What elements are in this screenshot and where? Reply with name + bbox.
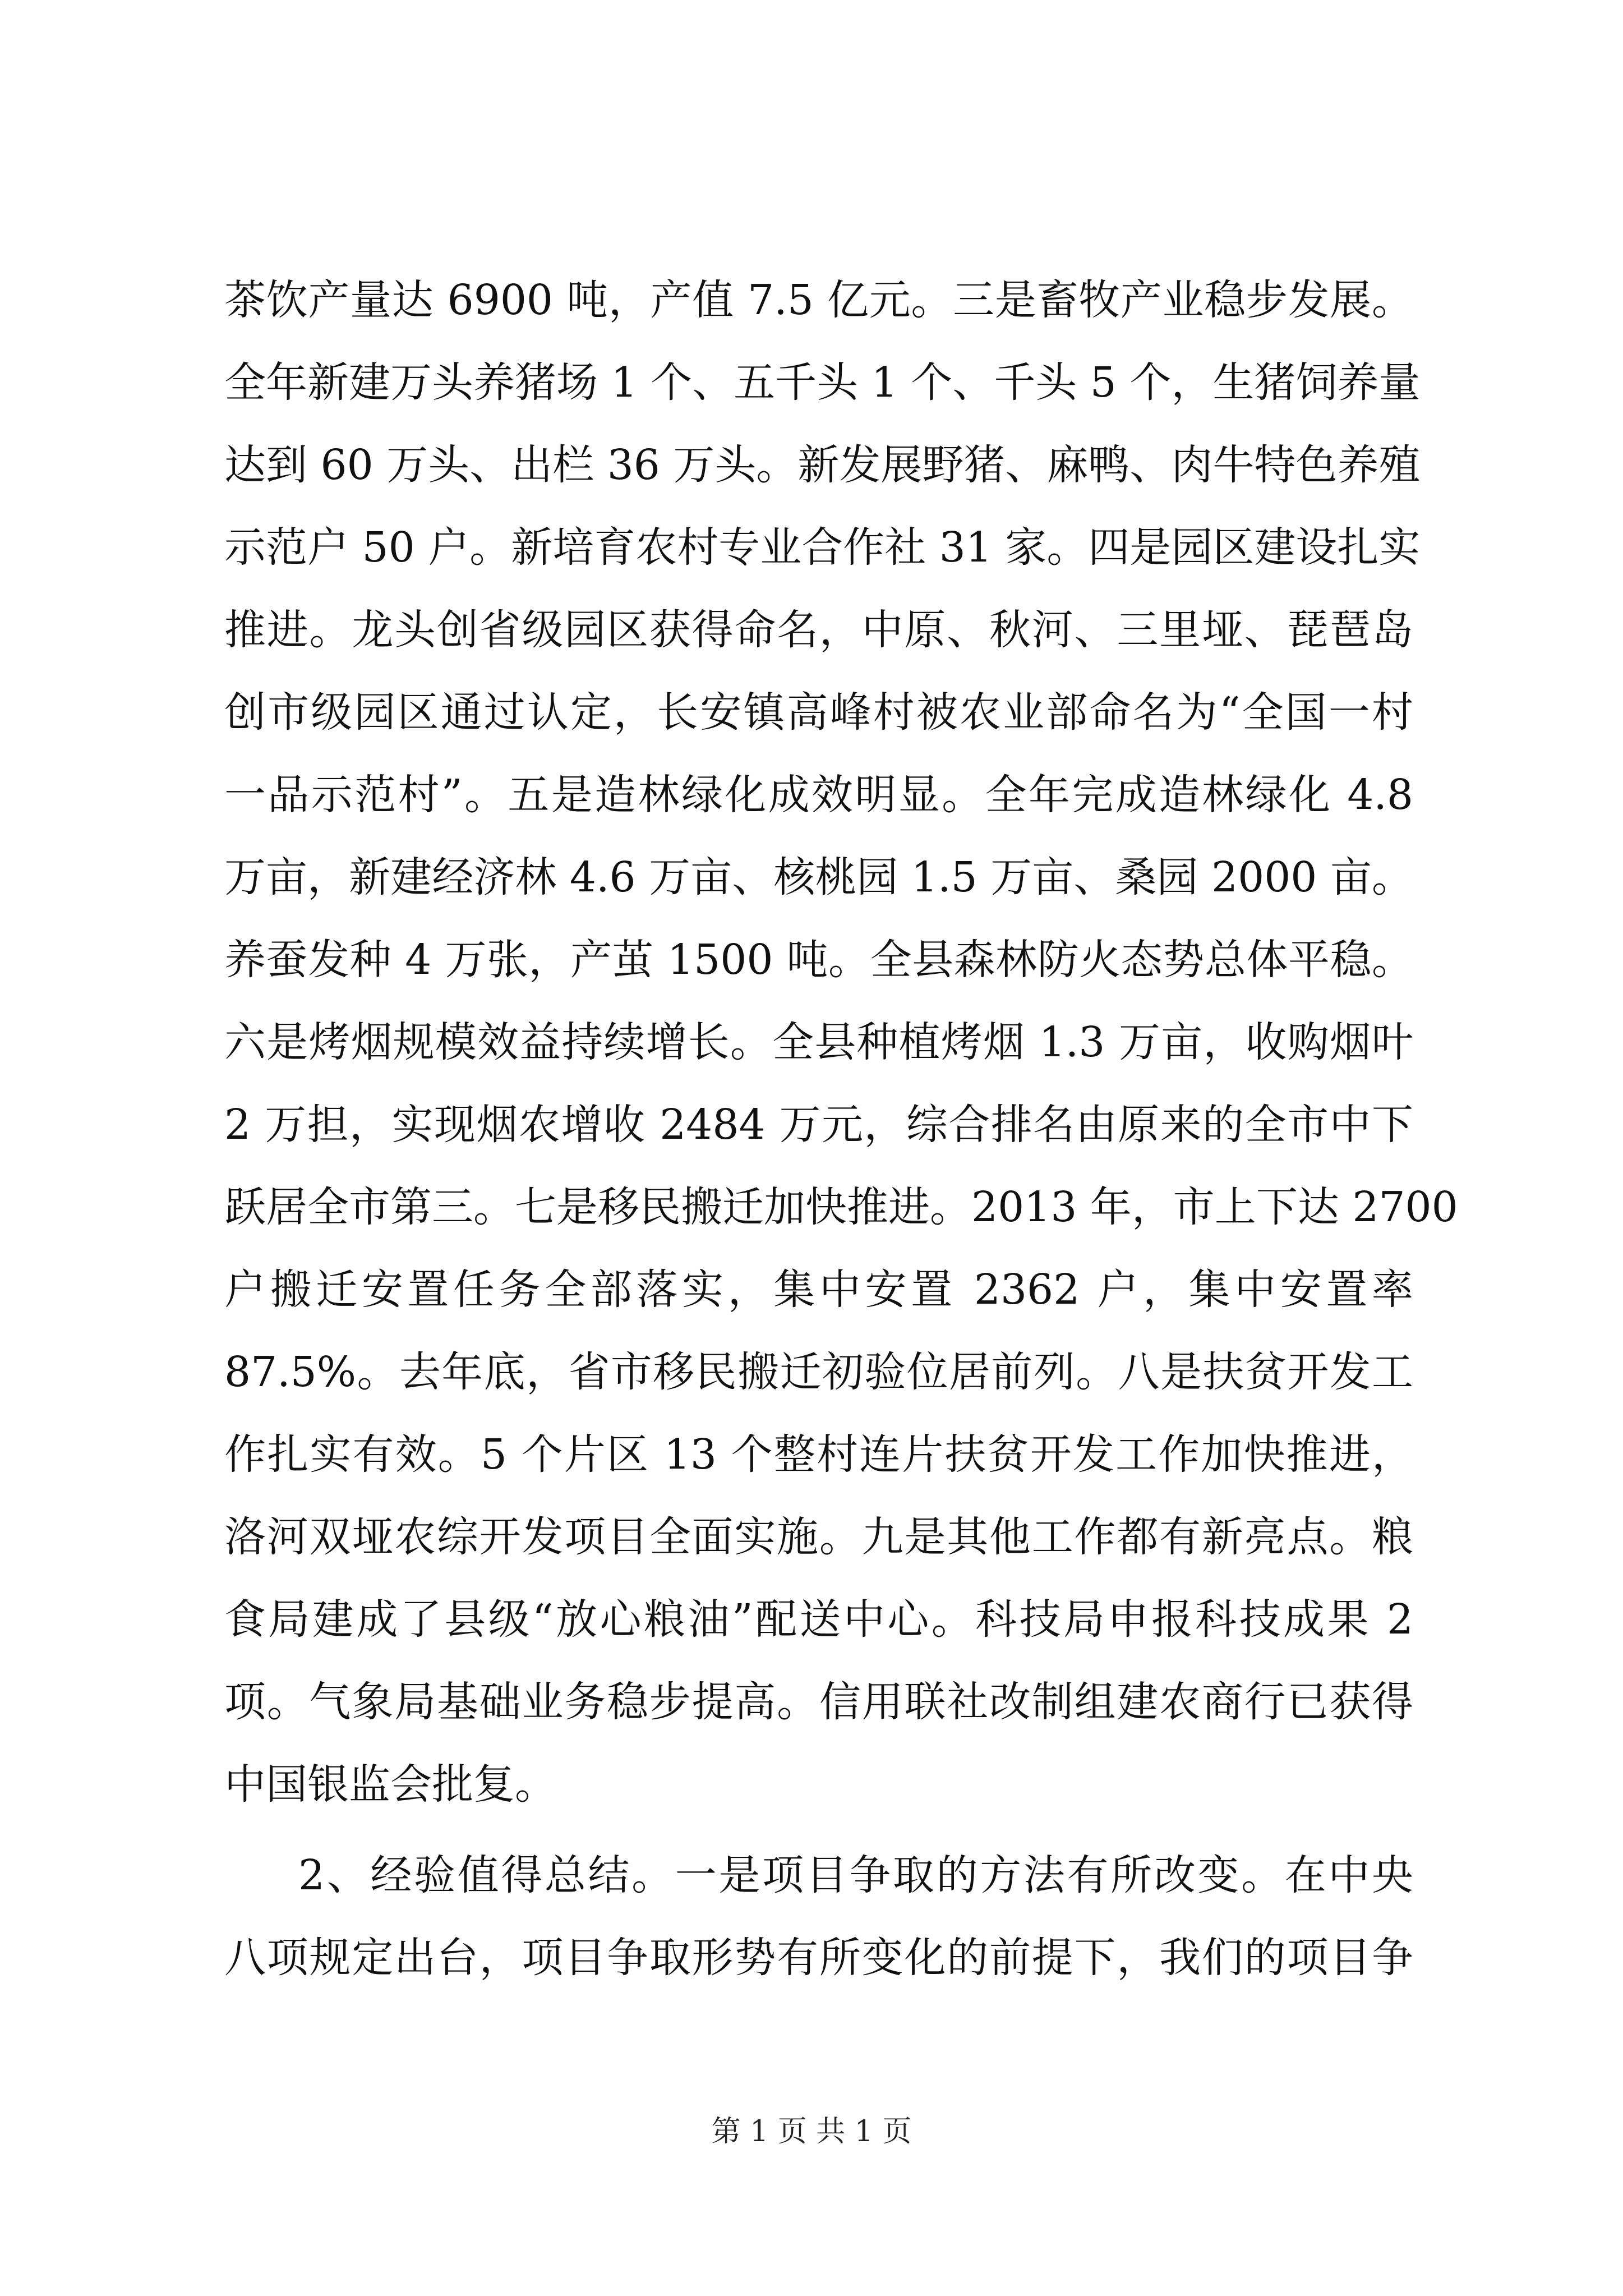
body-line: 户搬迁安置任务全部落实，集中安置 2362 户，集中安置率: [224, 1266, 1413, 1314]
body-line: 创市级园区通过认定，长安镇高峰村被农业部命名为“全国一村: [224, 688, 1413, 737]
body-line: 推进。龙头创省级园区获得命名，中原、秋河、三里垭、琵琶岛: [224, 606, 1413, 654]
page-footer: 第 1 页 共 1 页: [711, 2115, 912, 2148]
body-line: 食局建成了县级“放心粮油”配送中心。科技局申报科技成果 2: [224, 1595, 1413, 1644]
body-line: 洛河双垭农综开发项目全面实施。九是其他工作都有新亮点。粮: [224, 1513, 1413, 1561]
body-line: 达到 60 万头、出栏 36 万头。新发展野猪、麻鸭、肉牛特色养殖: [224, 441, 1421, 489]
paragraph-first-line: 2、经验值得总结。一是项目争取的方法有所改变。在中央: [298, 1851, 1413, 1899]
body-line: 茶饮产量达 6900 吨，产值 7.5 亿元。三是畜牧产业稳步发展。: [224, 276, 1413, 324]
body-line: 跃居全市第三。七是移民搬迁加快推进。2013 年，市上下达 2700: [224, 1183, 1458, 1231]
body-line: 示范户 50 户。新培育农村专业合作社 31 家。四是园区建设扎实: [224, 523, 1421, 572]
body-line: 六是烤烟规模效益持续增长。全县种植烤烟 1.3 万亩，收购烟叶: [224, 1018, 1413, 1066]
body-line: 全年新建万头养猪场 1 个、五千头 1 个、千头 5 个，生猪饲养量: [224, 358, 1421, 407]
body-line: 2 万担，实现烟农增收 2484 万元，综合排名由原来的全市中下: [224, 1101, 1413, 1149]
body-line: 万亩，新建经济林 4.6 万亩、核桃园 1.5 万亩、桑园 2000 亩。: [224, 853, 1413, 901]
body-line: 87.5%。去年底，省市移民搬迁初验位居前列。八是扶贫开发工: [224, 1348, 1413, 1396]
body-line: 八项规定出台，项目争取形势有所变化的前提下，我们的项目争: [224, 1934, 1413, 1982]
body-line: 养蚕发种 4 万张，产茧 1500 吨。全县森林防火态势总体平稳。: [224, 936, 1413, 984]
body-line: 项。气象局基础业务稳步提高。信用联社改制组建农商行已获得: [224, 1678, 1413, 1726]
body-line: 一品示范村”。五是造林绿化成效明显。全年完成造林绿化 4.8: [224, 771, 1413, 819]
body-line: 作扎实有效。5 个片区 13 个整村连片扶贫开发工作加快推进，: [224, 1430, 1413, 1479]
body-line: 中国银监会批复。: [224, 1760, 556, 1809]
